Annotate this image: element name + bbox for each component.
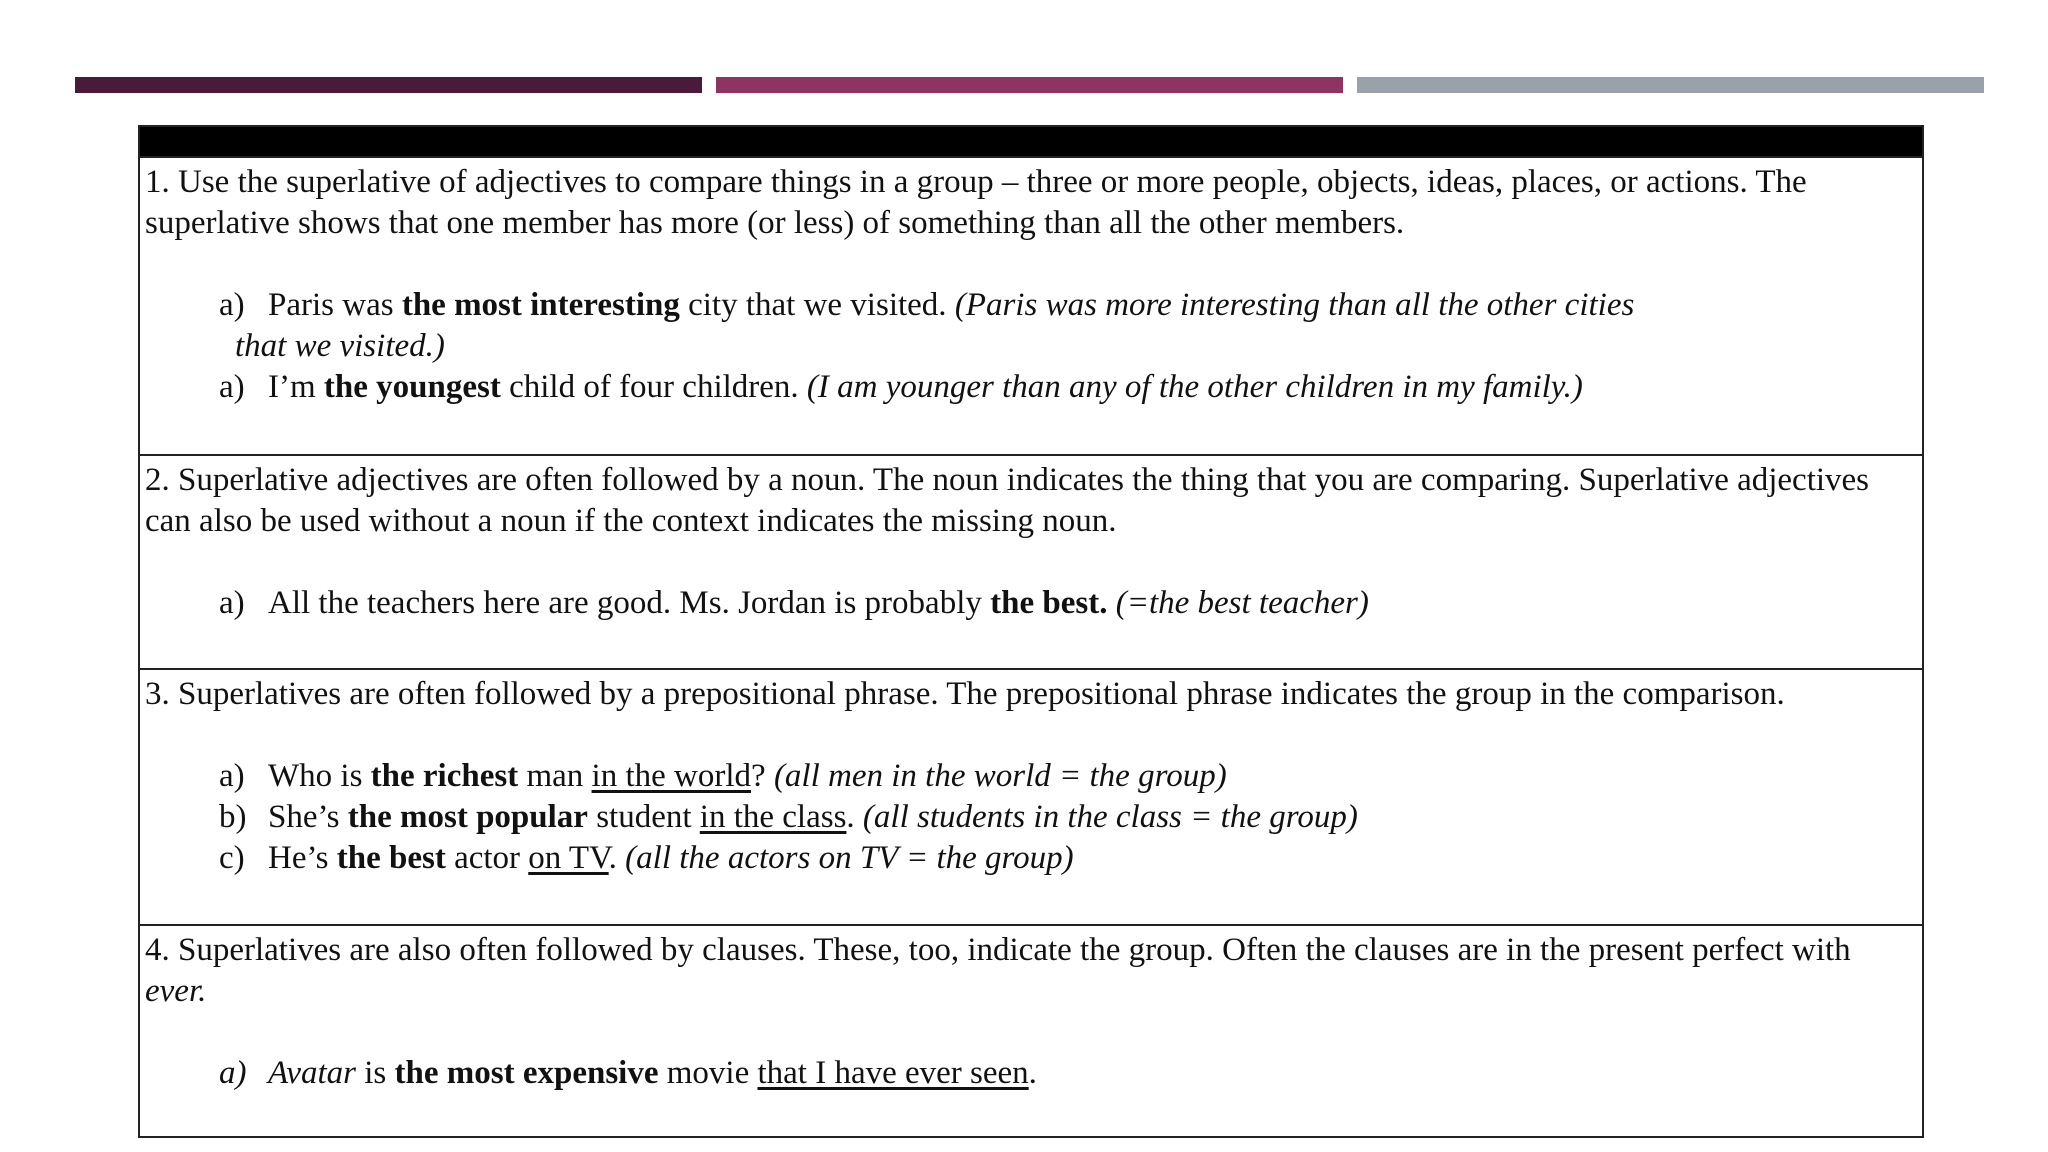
list-marker: a) (219, 585, 245, 621)
example-3a (140, 756, 1922, 797)
example-text: I’m (268, 369, 324, 405)
decor-bar-gray (1357, 77, 1984, 93)
example-text: Paris was (268, 287, 402, 323)
examples-list-2 (140, 583, 1922, 624)
example-text: city that we visited. (679, 287, 955, 323)
example-text: Who is (268, 758, 371, 794)
superlative-phrase: the most expensive (394, 1055, 659, 1091)
list-marker: b) (219, 799, 247, 835)
superlative-phrase: the youngest (323, 369, 501, 405)
example-text: man (518, 758, 592, 794)
example-1b (140, 367, 1922, 408)
example-text: child of four children. (500, 369, 807, 405)
list-marker: a) (219, 758, 245, 794)
explanation: (I am younger than any of the other children in my family.) (806, 369, 1583, 405)
prepositional-phrase: in the class (699, 799, 847, 835)
superlative-phrase: the best. (990, 585, 1108, 621)
examples-list-3 (140, 756, 1922, 879)
example-3c (140, 838, 1922, 879)
example-text: movie (658, 1055, 758, 1091)
example-text: actor (445, 840, 529, 876)
superlative-phrase: the most popular (347, 799, 588, 835)
example-text: is (356, 1055, 395, 1091)
list-marker: a) (219, 287, 245, 323)
prepositional-phrase: in the world (591, 758, 752, 794)
explanation: (Paris was more interesting than all the other cities (954, 287, 1635, 323)
rule-section-1 (140, 156, 1922, 454)
example-text: . (1028, 1055, 1037, 1091)
decor-bar-dark-plum (75, 77, 702, 93)
list-marker: a) (219, 1055, 247, 1091)
rule-text: 4. Superlatives are also often followed by clauses. These, too, indicate the group. Often the clauses are in the present perfect with (145, 932, 1851, 968)
table-header-bar (140, 127, 1922, 156)
rule-text-4 (140, 926, 1922, 1012)
movie-title: Avatar (268, 1055, 356, 1091)
decor-bar-magenta (716, 77, 1343, 93)
clause-phrase: that I have ever seen (757, 1055, 1029, 1091)
rule-section-3 (140, 668, 1922, 924)
example-text: All the teachers here are good. Ms. Jordan is probably (268, 585, 991, 621)
example-text: . (608, 840, 626, 876)
list-marker: a) (219, 369, 245, 405)
example-text: student (587, 799, 700, 835)
list-marker: c) (219, 840, 245, 876)
superlative-phrase: the most interesting (401, 287, 680, 323)
example-text: She’s (268, 799, 348, 835)
rule-section-2 (140, 454, 1922, 668)
explanation: (all men in the world = the group) (773, 758, 1227, 794)
superlative-phrase: the richest (370, 758, 519, 794)
superlative-rules-table (138, 125, 1924, 1138)
rule-text-1: 1. Use the superlative of adjectives to compare things in a group – three or more people, objects, ideas, places, or actions. The superlative shows that one member has more (or less) of something than all the other members. (145, 164, 1807, 241)
example-3b (140, 797, 1922, 838)
examples-list-4 (140, 1053, 1922, 1094)
rule-emphasis: ever. (145, 973, 207, 1009)
top-decorative-bars (75, 77, 1984, 93)
example-text: He’s (268, 840, 337, 876)
example-1a (140, 285, 1922, 367)
example-text: ? (751, 758, 774, 794)
rule-text-3: 3. Superlatives are often followed by a prepositional phrase. The prepositional phrase indicates the group in the comparison. (145, 676, 1785, 712)
superlative-phrase: the best (336, 840, 446, 876)
prepositional-phrase: on TV (528, 840, 609, 876)
rule-section-4 (140, 924, 1922, 1136)
example-4a (140, 1053, 1922, 1094)
explanation: (=the best teacher) (1107, 585, 1369, 621)
example-text: . (846, 799, 863, 835)
explanation: (all students in the class = the group) (862, 799, 1358, 835)
explanation-continued: that we visited.) (235, 328, 445, 364)
example-2a (140, 583, 1922, 624)
explanation: (all the actors on TV = the group) (625, 840, 1074, 876)
examples-list-1 (140, 285, 1922, 408)
rule-text-2: 2. Superlative adjectives are often followed by a noun. The noun indicates the thing that you are comparing. Superlative adjectives can also be used without a noun if the context indicates the missing noun. (145, 462, 1870, 539)
